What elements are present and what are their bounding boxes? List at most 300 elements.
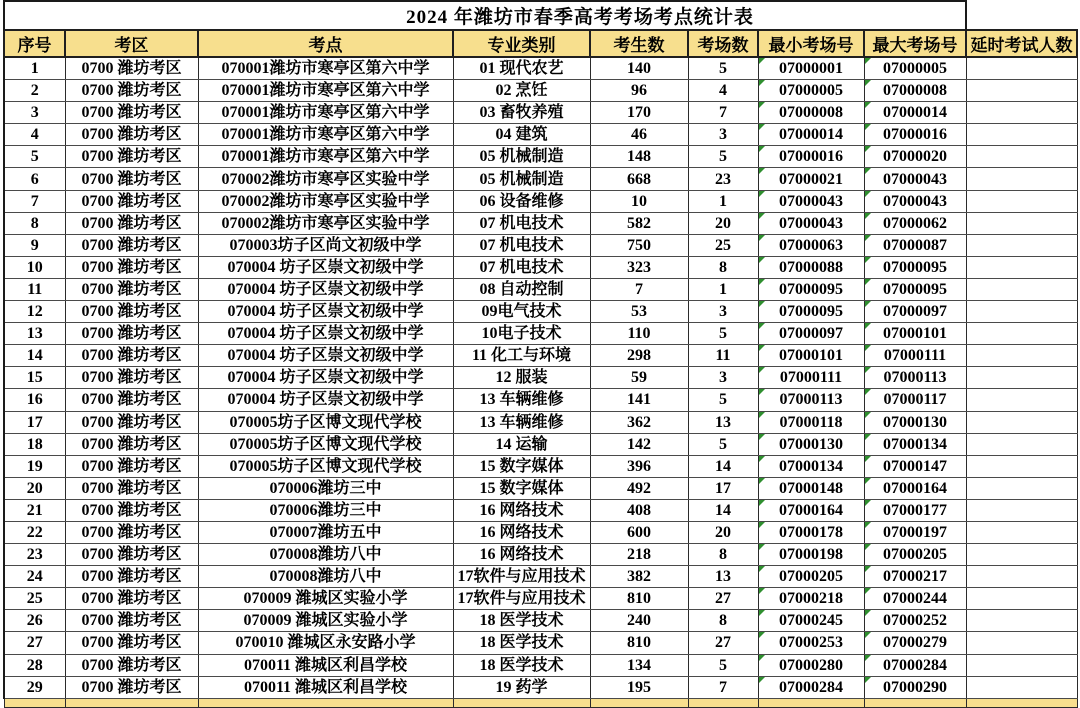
stored-as-text-triangle-icon [759, 588, 765, 594]
cell-min-room-number: 07000005 [758, 80, 864, 102]
cell-major: 06 设备维修 [453, 190, 590, 212]
cell-min-room-number: 07000245 [758, 610, 864, 632]
cell-max-room-number: 07000043 [864, 190, 966, 212]
cell-major: 18 医学技术 [453, 654, 590, 676]
cell-major: 12 服装 [453, 367, 590, 389]
stored-as-text-triangle-icon [865, 412, 871, 418]
cell-site: 070004 坊子区崇文初级中学 [198, 367, 453, 389]
cell-seq: 8 [4, 212, 65, 234]
cell-seq: 5 [4, 146, 65, 168]
cell-min-room-number: 07000178 [758, 521, 864, 543]
cell-delayed-count [966, 455, 1077, 477]
cell-min-room-number: 07000284 [758, 676, 864, 698]
cell-delayed-count [966, 124, 1077, 146]
cell-district: 0700 潍坊考区 [65, 632, 198, 654]
cell-max-room-number: 07000095 [864, 278, 966, 300]
stored-as-text-triangle-icon [865, 389, 871, 395]
cell-min-room-number: 07000253 [758, 632, 864, 654]
cell-district: 0700 潍坊考区 [65, 499, 198, 521]
cell-seq: 2 [4, 80, 65, 102]
cell-delayed-count [966, 389, 1077, 411]
cell-site: 070009 潍城区实验小学 [198, 588, 453, 610]
cell-district: 0700 潍坊考区 [65, 610, 198, 632]
cell-site: 070005坊子区博文现代学校 [198, 455, 453, 477]
title-row [4, 1, 1077, 30]
table-row [4, 455, 1077, 477]
cell-room-count: 14 [688, 455, 758, 477]
cell-major: 02 烹饪 [453, 80, 590, 102]
cell-district: 0700 潍坊考区 [65, 544, 198, 566]
cell-min-room-number: 07000205 [758, 566, 864, 588]
cell-major: 08 自动控制 [453, 278, 590, 300]
cell-site: 070004 坊子区崇文初级中学 [198, 278, 453, 300]
stored-as-text-triangle-icon [759, 191, 765, 197]
cell-major: 13 车辆维修 [453, 411, 590, 433]
cell-site: 070004 坊子区崇文初级中学 [198, 323, 453, 345]
cell-candidate-count: 140 [590, 57, 688, 80]
cell-room-count: 11 [688, 345, 758, 367]
cell-major: 13 车辆维修 [453, 389, 590, 411]
stored-as-text-triangle-icon [759, 566, 765, 572]
column-header-major: 专业类别 [453, 30, 590, 57]
table-row [4, 588, 1077, 610]
cell-site: 070002潍坊市寒亭区实验中学 [198, 212, 453, 234]
column-header-max-room: 最大考场号 [864, 30, 966, 57]
cell-seq: 18 [4, 433, 65, 455]
cell-major: 07 机电技术 [453, 234, 590, 256]
cell-seq: 13 [4, 323, 65, 345]
stored-as-text-triangle-icon [865, 677, 871, 683]
cell-site: 070001潍坊市寒亭区第六中学 [198, 102, 453, 124]
cell-delayed-count [966, 654, 1077, 676]
cell-max-room-number: 07000147 [864, 455, 966, 477]
stored-as-text-triangle-icon [865, 279, 871, 285]
stored-as-text-triangle-icon [759, 279, 765, 285]
cell-max-room-number: 07000062 [864, 212, 966, 234]
cell-room-count: 3 [688, 367, 758, 389]
cell-site: 070011 潍城区利昌学校 [198, 676, 453, 698]
stored-as-text-triangle-icon [759, 389, 765, 395]
cell-room-count: 5 [688, 433, 758, 455]
cell-site: 070004 坊子区崇文初级中学 [198, 256, 453, 278]
cell-delayed-count [966, 168, 1077, 190]
cell-delayed-count [966, 146, 1077, 168]
cell-candidate-count: 134 [590, 654, 688, 676]
cell-site: 070001潍坊市寒亭区第六中学 [198, 57, 453, 80]
cell-candidate-count: 148 [590, 146, 688, 168]
cell-min-room-number: 07000111 [758, 367, 864, 389]
cell-min-room-number: 07000043 [758, 190, 864, 212]
cell-major: 05 机械制造 [453, 168, 590, 190]
cell-max-room-number: 07000020 [864, 146, 966, 168]
stored-as-text-triangle-icon [759, 610, 765, 616]
table-row [4, 367, 1077, 389]
cell-seq: 10 [4, 256, 65, 278]
cell-district: 0700 潍坊考区 [65, 654, 198, 676]
cell-delayed-count [966, 190, 1077, 212]
cell-seq: 7 [4, 190, 65, 212]
stored-as-text-triangle-icon [759, 522, 765, 528]
cell-max-room-number: 07000111 [864, 345, 966, 367]
cell-room-count: 20 [688, 212, 758, 234]
cell-major: 05 机械制造 [453, 146, 590, 168]
cell-major: 17软件与应用技术 [453, 566, 590, 588]
cell-min-room-number: 07000113 [758, 389, 864, 411]
cell-site: 070004 坊子区崇文初级中学 [198, 301, 453, 323]
cell-delayed-count [966, 676, 1077, 698]
cell-max-room-number: 07000117 [864, 389, 966, 411]
cell-district: 0700 潍坊考区 [65, 278, 198, 300]
cell-district: 0700 潍坊考区 [65, 345, 198, 367]
cell-min-room-number: 07000043 [758, 212, 864, 234]
cell-site: 070001潍坊市寒亭区第六中学 [198, 80, 453, 102]
cell-delayed-count [966, 433, 1077, 455]
stored-as-text-triangle-icon [759, 677, 765, 683]
cell-candidate-count: 7 [590, 278, 688, 300]
stored-as-text-triangle-icon [759, 345, 765, 351]
cell-candidate-count: 141 [590, 389, 688, 411]
table-row [4, 676, 1077, 698]
cell-room-count: 5 [688, 654, 758, 676]
cell-candidate-count: 46 [590, 124, 688, 146]
table-row [4, 654, 1077, 676]
cell-site: 070002潍坊市寒亭区实验中学 [198, 168, 453, 190]
stored-as-text-triangle-icon [865, 257, 871, 263]
cell-candidate-count: 810 [590, 588, 688, 610]
cell-major: 18 医学技术 [453, 632, 590, 654]
cell-seq: 15 [4, 367, 65, 389]
cell-delayed-count [966, 367, 1077, 389]
cell-major: 10电子技术 [453, 323, 590, 345]
cell-seq: 9 [4, 234, 65, 256]
cell-room-count: 1 [688, 278, 758, 300]
title-blank-area [966, 1, 1077, 30]
cell-district: 0700 潍坊考区 [65, 588, 198, 610]
cell-seq: 3 [4, 102, 65, 124]
cell-district: 0700 潍坊考区 [65, 234, 198, 256]
cell-room-count: 5 [688, 389, 758, 411]
cell-min-room-number: 07000101 [758, 345, 864, 367]
cell-room-count: 4 [688, 80, 758, 102]
cell-delayed-count [966, 256, 1077, 278]
cell-max-room-number: 07000101 [864, 323, 966, 345]
cell-min-room-number: 07000134 [758, 455, 864, 477]
header-row [4, 30, 1077, 57]
cell-candidate-count: 10 [590, 190, 688, 212]
cell-min-room-number: 07000130 [758, 433, 864, 455]
cell-candidate-count: 218 [590, 544, 688, 566]
stored-as-text-triangle-icon [865, 124, 871, 130]
stored-as-text-triangle-icon [759, 412, 765, 418]
table-row [4, 323, 1077, 345]
cell-seq: 17 [4, 411, 65, 433]
column-header-rooms: 考场数 [688, 30, 758, 57]
cell-seq: 19 [4, 455, 65, 477]
cell-major: 16 网络技术 [453, 499, 590, 521]
cell-seq: 22 [4, 521, 65, 543]
stored-as-text-triangle-icon [759, 213, 765, 219]
cell-max-room-number: 07000043 [864, 168, 966, 190]
cell-candidate-count: 240 [590, 610, 688, 632]
cell-major: 19 药学 [453, 676, 590, 698]
cell-room-count: 8 [688, 544, 758, 566]
cell-max-room-number: 07000290 [864, 676, 966, 698]
cell-min-room-number: 07000198 [758, 544, 864, 566]
cell-seq: 25 [4, 588, 65, 610]
cell-site: 070009 潍城区实验小学 [198, 610, 453, 632]
stored-as-text-triangle-icon [865, 478, 871, 484]
cell-candidate-count: 396 [590, 455, 688, 477]
stored-as-text-triangle-icon [865, 58, 871, 64]
cell-candidate-count: 492 [590, 477, 688, 499]
stored-as-text-triangle-icon [865, 456, 871, 462]
cell-district: 0700 潍坊考区 [65, 102, 198, 124]
cell-max-room-number: 07000097 [864, 301, 966, 323]
table-row [4, 234, 1077, 256]
stored-as-text-triangle-icon [759, 478, 765, 484]
cell-delayed-count [966, 632, 1077, 654]
cell-seq: 14 [4, 345, 65, 367]
cell-min-room-number: 07000008 [758, 102, 864, 124]
cell-candidate-count: 600 [590, 521, 688, 543]
cell-district: 0700 潍坊考区 [65, 455, 198, 477]
stored-as-text-triangle-icon [865, 102, 871, 108]
column-header-site: 考点 [198, 30, 453, 57]
cell-candidate-count: 59 [590, 367, 688, 389]
cell-max-room-number: 07000016 [864, 124, 966, 146]
cell-delayed-count [966, 477, 1077, 499]
cell-district: 0700 潍坊考区 [65, 521, 198, 543]
cell-max-room-number: 07000217 [864, 566, 966, 588]
cell-max-room-number: 07000284 [864, 654, 966, 676]
stored-as-text-triangle-icon [865, 500, 871, 506]
cell-room-count: 25 [688, 234, 758, 256]
cell-site: 070008潍坊八中 [198, 544, 453, 566]
cell-max-room-number: 07000113 [864, 367, 966, 389]
cell-site: 070006潍坊三中 [198, 499, 453, 521]
cell-max-room-number: 07000008 [864, 80, 966, 102]
stored-as-text-triangle-icon [865, 566, 871, 572]
stored-as-text-triangle-icon [759, 323, 765, 329]
cell-candidate-count: 408 [590, 499, 688, 521]
stored-as-text-triangle-icon [759, 58, 765, 64]
cell-room-count: 13 [688, 411, 758, 433]
stored-as-text-triangle-icon [865, 434, 871, 440]
cell-seq: 12 [4, 301, 65, 323]
stored-as-text-triangle-icon [759, 102, 765, 108]
cell-major: 18 医学技术 [453, 610, 590, 632]
cell-site: 070010 潍城区永安路小学 [198, 632, 453, 654]
cell-seq: 6 [4, 168, 65, 190]
cell-major: 04 建筑 [453, 124, 590, 146]
table-row [4, 389, 1077, 411]
cell-seq: 1 [4, 57, 65, 80]
cell-district: 0700 潍坊考区 [65, 411, 198, 433]
cell-district: 0700 潍坊考区 [65, 124, 198, 146]
exam-site-statistics-table [3, 0, 1078, 708]
column-header-seq: 序号 [4, 30, 65, 57]
cell-site: 070005坊子区博文现代学校 [198, 433, 453, 455]
cell-min-room-number: 07000021 [758, 168, 864, 190]
stored-as-text-triangle-icon [759, 146, 765, 152]
cell-candidate-count: 362 [590, 411, 688, 433]
table-row [4, 168, 1077, 190]
cell-room-count: 23 [688, 168, 758, 190]
cell-candidate-count: 382 [590, 566, 688, 588]
stored-as-text-triangle-icon [865, 323, 871, 329]
cell-room-count: 8 [688, 610, 758, 632]
stored-as-text-triangle-icon [759, 456, 765, 462]
table-row [4, 477, 1077, 499]
cell-min-room-number: 07000164 [758, 499, 864, 521]
stored-as-text-triangle-icon [865, 367, 871, 373]
cell-district: 0700 潍坊考区 [65, 433, 198, 455]
table-row [4, 190, 1077, 212]
table-row [4, 146, 1077, 168]
stored-as-text-triangle-icon [759, 257, 765, 263]
cell-max-room-number: 07000197 [864, 521, 966, 543]
cell-seq: 16 [4, 389, 65, 411]
cell-min-room-number: 07000001 [758, 57, 864, 80]
stored-as-text-triangle-icon [865, 168, 871, 174]
stored-as-text-triangle-icon [865, 588, 871, 594]
cell-district: 0700 潍坊考区 [65, 190, 198, 212]
cell-min-room-number: 07000063 [758, 234, 864, 256]
cell-major: 07 机电技术 [453, 256, 590, 278]
cell-max-room-number: 07000014 [864, 102, 966, 124]
stored-as-text-triangle-icon [759, 301, 765, 307]
cell-min-room-number: 07000095 [758, 301, 864, 323]
cell-district: 0700 潍坊考区 [65, 323, 198, 345]
table-row [4, 256, 1077, 278]
stored-as-text-triangle-icon [759, 500, 765, 506]
table-row [4, 433, 1077, 455]
cell-major: 09电气技术 [453, 301, 590, 323]
stored-as-text-triangle-icon [865, 80, 871, 86]
cell-site: 070001潍坊市寒亭区第六中学 [198, 146, 453, 168]
cell-candidate-count: 668 [590, 168, 688, 190]
column-header-candidates: 考生数 [590, 30, 688, 57]
cell-seq: 26 [4, 610, 65, 632]
cell-min-room-number: 07000118 [758, 411, 864, 433]
cell-major: 14 运输 [453, 433, 590, 455]
table-row [4, 566, 1077, 588]
cell-room-count: 5 [688, 323, 758, 345]
stored-as-text-triangle-icon [865, 345, 871, 351]
cell-room-count: 20 [688, 521, 758, 543]
table-row [4, 80, 1077, 102]
stored-as-text-triangle-icon [759, 632, 765, 638]
table-row [4, 57, 1077, 80]
cell-seq: 11 [4, 278, 65, 300]
table-row [4, 632, 1077, 654]
cell-delayed-count [966, 57, 1077, 80]
cell-district: 0700 潍坊考区 [65, 389, 198, 411]
stored-as-text-triangle-icon [759, 544, 765, 550]
column-header-delayed: 延时考试人数 [966, 30, 1077, 57]
cell-room-count: 7 [688, 102, 758, 124]
cell-delayed-count [966, 278, 1077, 300]
cell-room-count: 8 [688, 256, 758, 278]
cell-site: 070004 坊子区崇文初级中学 [198, 345, 453, 367]
cell-max-room-number: 07000087 [864, 234, 966, 256]
cell-district: 0700 潍坊考区 [65, 212, 198, 234]
cell-min-room-number: 07000014 [758, 124, 864, 146]
cell-site: 070004 坊子区崇文初级中学 [198, 389, 453, 411]
cell-max-room-number: 07000164 [864, 477, 966, 499]
cell-candidate-count: 110 [590, 323, 688, 345]
cell-delayed-count [966, 345, 1077, 367]
cell-district: 0700 潍坊考区 [65, 146, 198, 168]
page-title: 2024 年潍坊市春季高考考场考点统计表 [4, 1, 966, 30]
cell-max-room-number: 07000279 [864, 632, 966, 654]
cell-candidate-count: 323 [590, 256, 688, 278]
cell-room-count: 17 [688, 477, 758, 499]
cell-room-count: 27 [688, 588, 758, 610]
cell-seq: 20 [4, 477, 65, 499]
table-row [4, 345, 1077, 367]
table-row [4, 610, 1077, 632]
cell-delayed-count [966, 234, 1077, 256]
cell-district: 0700 潍坊考区 [65, 80, 198, 102]
cell-major: 15 数字媒体 [453, 455, 590, 477]
cell-room-count: 7 [688, 676, 758, 698]
cell-min-room-number: 07000148 [758, 477, 864, 499]
table-body [4, 57, 1077, 698]
cell-min-room-number: 07000095 [758, 278, 864, 300]
stored-as-text-triangle-icon [759, 124, 765, 130]
cell-delayed-count [966, 588, 1077, 610]
table-row [4, 411, 1077, 433]
cell-max-room-number: 07000252 [864, 610, 966, 632]
cell-seq: 24 [4, 566, 65, 588]
cell-candidate-count: 170 [590, 102, 688, 124]
cell-candidate-count: 53 [590, 301, 688, 323]
cell-delayed-count [966, 544, 1077, 566]
column-header-min-room: 最小考场号 [758, 30, 864, 57]
stored-as-text-triangle-icon [759, 80, 765, 86]
column-header-district: 考区 [65, 30, 198, 57]
cell-candidate-count: 195 [590, 676, 688, 698]
stored-as-text-triangle-icon [759, 235, 765, 241]
cell-candidate-count: 582 [590, 212, 688, 234]
stored-as-text-triangle-icon [865, 610, 871, 616]
cell-major: 07 机电技术 [453, 212, 590, 234]
cell-site: 070003坊子区尚文初级中学 [198, 234, 453, 256]
cell-max-room-number: 07000244 [864, 588, 966, 610]
cell-delayed-count [966, 212, 1077, 234]
table-row [4, 499, 1077, 521]
cell-candidate-count: 810 [590, 632, 688, 654]
cell-min-room-number: 07000016 [758, 146, 864, 168]
table-row [4, 212, 1077, 234]
cell-delayed-count [966, 301, 1077, 323]
cell-max-room-number: 07000005 [864, 57, 966, 80]
cell-seq: 29 [4, 676, 65, 698]
table-row [4, 521, 1077, 543]
stored-as-text-triangle-icon [865, 544, 871, 550]
cell-seq: 23 [4, 544, 65, 566]
stored-as-text-triangle-icon [759, 655, 765, 661]
stored-as-text-triangle-icon [865, 522, 871, 528]
cell-district: 0700 潍坊考区 [65, 256, 198, 278]
cell-candidate-count: 298 [590, 345, 688, 367]
cell-seq: 28 [4, 654, 65, 676]
cell-candidate-count: 750 [590, 234, 688, 256]
cell-major: 03 畜牧养殖 [453, 102, 590, 124]
cell-room-count: 14 [688, 499, 758, 521]
cell-site: 070002潍坊市寒亭区实验中学 [198, 190, 453, 212]
